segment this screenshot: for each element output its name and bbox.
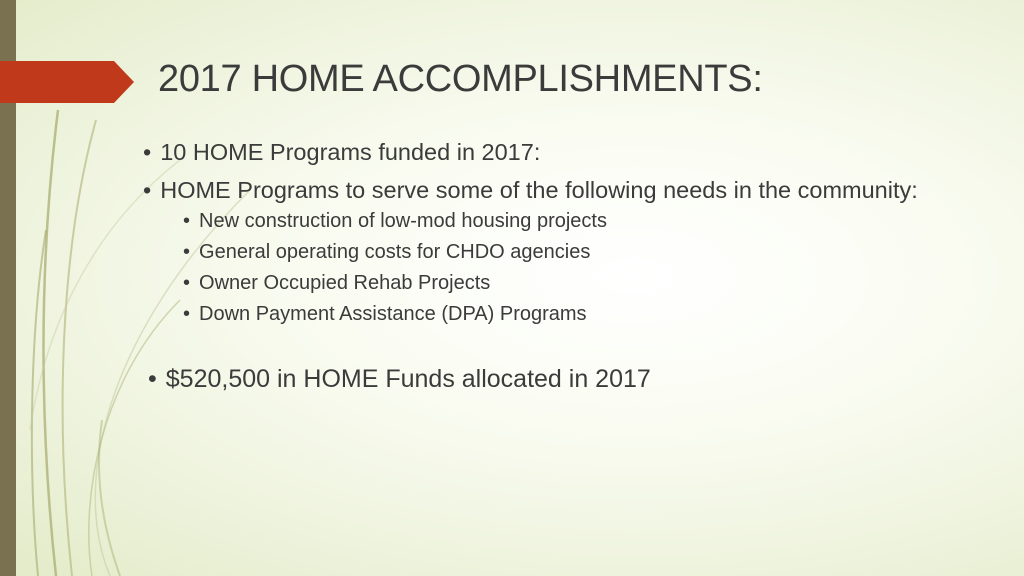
slide-title: 2017 HOME ACCOMPLISHMENTS: — [158, 58, 763, 100]
sub-bullet-text: Down Payment Assistance (DPA) Programs — [199, 303, 587, 325]
sub-bullet-operating-costs — [183, 241, 590, 264]
bullet-programs-funded — [143, 139, 540, 166]
bullet-text: HOME Programs to serve some of the following needs in the community: — [160, 177, 918, 203]
bullet-glyph: • — [148, 365, 157, 393]
bullet-text: $520,500 in HOME Funds allocated in 2017 — [165, 365, 651, 393]
bullet-glyph: • — [183, 272, 191, 294]
bullet-text: 10 HOME Programs funded in 2017: — [160, 139, 541, 165]
bullet-glyph: • — [143, 139, 152, 165]
sub-bullet-text: Owner Occupied Rehab Projects — [199, 272, 491, 294]
bullet-programs-needs — [143, 177, 918, 204]
sub-bullet-owner-rehab — [183, 272, 490, 295]
bullet-glyph: • — [143, 177, 152, 203]
sub-bullet-text: New construction of low-mod housing projects — [199, 210, 607, 232]
sub-bullet-new-construction — [183, 210, 607, 233]
bullet-glyph: • — [183, 303, 191, 325]
bullet-funds-allocated — [148, 365, 651, 394]
sub-bullet-text: General operating costs for CHDO agencies — [199, 241, 591, 263]
bullet-glyph: • — [183, 241, 191, 263]
title-accent-arrow — [0, 61, 134, 103]
bullet-glyph: • — [183, 210, 191, 232]
sub-bullet-down-payment — [183, 303, 587, 326]
